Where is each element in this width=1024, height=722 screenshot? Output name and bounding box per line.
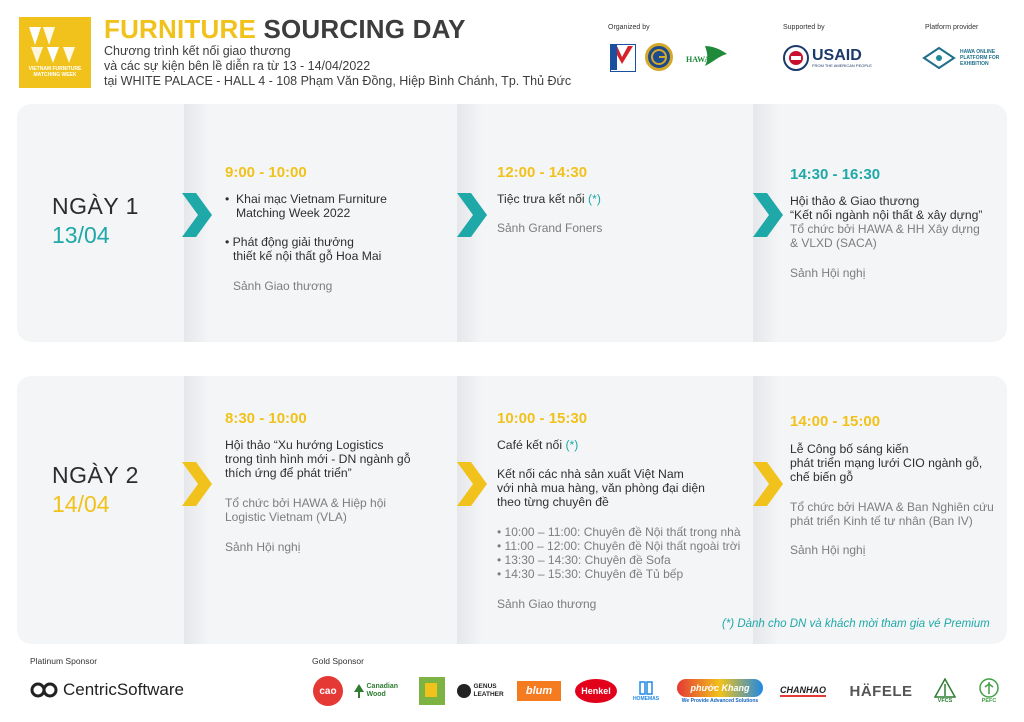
sponsor-hafele-text: HÄFELE: [849, 682, 913, 700]
platform-provider-label: Platform provider: [925, 24, 979, 31]
platform-text: HAWA ONLINE PLATFORM FOR EXHIBITION: [960, 49, 1000, 67]
sponsor-phuoc-khang-sub: We Provide Advanced Solutions: [681, 697, 759, 704]
day1-date: 13/04: [52, 222, 110, 248]
sponsor-chanhao-text: CHANHAO: [780, 685, 826, 695]
day2-event1-time: 8:30 - 10:00: [225, 410, 307, 427]
day1-event1-bullet1-line2: Matching Week 2022: [236, 206, 351, 220]
day1-event1-venue: Sảnh Giao thương: [233, 279, 333, 293]
day1-event3-org1: Tổ chức bởi HAWA & HH Xây dựng: [790, 222, 980, 236]
day2-event2-desc2: với nhà mua hàng, văn phòng đại diện: [497, 481, 705, 495]
day2-event1-org2: Logistic Vietnam (VLA): [225, 510, 347, 524]
subtitle-3: tại WHITE PALACE - HALL 4 - 108 Phạm Văn Đồng, Hiệp Bình Chánh, Tp. Thủ Đức: [104, 74, 572, 88]
usaid-logo: [783, 44, 873, 72]
day2-label: NGÀY 2: [52, 462, 139, 488]
day2-event2-session2: • 11:00 – 12:00: Chuyên đề Nội thất ngoài trời: [497, 539, 741, 553]
day2-event1-org1: Tổ chức bởi HAWA & Hiệp hội: [225, 496, 387, 510]
sponsor-pefc: [972, 676, 1006, 706]
day1-event2-venue: Sảnh Grand Foners: [497, 221, 603, 235]
vietrade-logo: [610, 44, 636, 72]
centric-text: CentricSoftware: [63, 680, 184, 699]
day2-event3-title1: Lễ Công bố sáng kiến: [790, 442, 909, 456]
platinum-sponsor-label: Platinum Sponsor: [30, 656, 98, 666]
day1-event2-title: [497, 192, 601, 207]
centric-rings-icon: [30, 682, 60, 698]
day1-event3-venue: Sảnh Hội nghị: [790, 266, 866, 280]
chevron-right-icon: [753, 193, 783, 237]
platform-icon: [922, 46, 956, 70]
hawa-platform-logo: [922, 44, 1017, 72]
day1-event1-bullet1: • Khai mạc Vietnam Furniture: [225, 192, 387, 206]
usaid-seal-icon: [783, 45, 809, 71]
chevron-right-icon: [457, 193, 487, 237]
day2-event3-title3: chế biến gỗ: [790, 470, 854, 484]
svg-text:HAWA: HAWA: [686, 55, 711, 64]
day1-event1-bullet2-line2: thiết kế nội thất gỗ Hoa Mai: [233, 249, 382, 263]
subtitle-1: Chương trình kết nối giao thương: [104, 44, 291, 58]
vfcs-tree-icon: [934, 678, 956, 698]
day1-event1-bullet2-line1: Phát động giải thưởng: [232, 235, 354, 249]
day2-event1-title2: trong tình hình mới - DN ngành gỗ: [225, 452, 411, 466]
organized-by-label: Organized by: [608, 24, 650, 31]
day1-event3-title1: Hội thảo & Giao thương: [790, 194, 920, 208]
day2-event1-venue: Sảnh Hội nghị: [225, 540, 301, 554]
day2-event3-org2: phát triển Kinh tế tư nhân (Ban IV): [790, 514, 973, 528]
day2-event3-venue: Sảnh Hội nghị: [790, 543, 866, 557]
house-icon: [638, 680, 654, 696]
day2-event3-title2: phát triển mạng lưới CIO ngành gỗ,: [790, 456, 983, 470]
page-title: [104, 14, 466, 45]
supported-by-label: Supported by: [783, 24, 825, 31]
sponsor-cao: [312, 676, 344, 706]
day2-event2-title: [497, 438, 578, 453]
day1-event3-time: 14:30 - 16:30: [790, 166, 881, 183]
sponsor-green-box-icon: [419, 677, 445, 705]
day1-label: NGÀY 1: [52, 193, 139, 219]
sponsor-blum-text: blum: [517, 681, 561, 701]
maple-icon: [354, 684, 364, 698]
premium-mark: (*): [588, 192, 601, 206]
sponsor-phuoc-khang: [676, 676, 764, 706]
premium-note: (*) Dành cho DN và khách mời tham gia vé Premium: [722, 618, 990, 630]
day1-col1: [184, 104, 449, 342]
day2-event3-org1: Tổ chức bởi HAWA & Ban Nghiên cứu: [790, 500, 994, 514]
day2-event2-session3: • 13:30 – 14:30: Chuyên đề Sofa: [497, 553, 671, 567]
chevron-right-icon: [457, 462, 487, 506]
chevron-right-icon: [182, 193, 212, 237]
hawa-logo: [683, 44, 729, 70]
sponsor-cao-text: cao: [313, 676, 343, 706]
day2-event2-title-text: Café kết nối: [497, 438, 563, 452]
day1-event3-org2: & VLXD (SACA): [790, 236, 877, 250]
sponsor-canadian-wood: [352, 676, 410, 706]
sponsor-henkel: [574, 676, 618, 706]
centric-software-logo: [30, 680, 184, 700]
hawa-leaf-icon: [683, 44, 729, 70]
event-logo: [19, 17, 91, 88]
day2-event2-desc1: Kết nối các nhà sản xuất Việt Nam: [497, 467, 684, 481]
day2-event1-title3: thích ứng để phát triển”: [225, 466, 352, 480]
globe-icon: [648, 46, 670, 68]
day2-event2-time: 10:00 - 15:30: [497, 410, 588, 427]
sponsor-homemas: [628, 676, 664, 706]
logo-text: VIETNAM FURNITURE MATCHING WEEK: [28, 66, 82, 78]
sponsor-vfcs-text: VFCS: [937, 698, 953, 704]
sponsor-henkel-text: Henkel: [575, 679, 617, 703]
sponsor-blum: [516, 676, 562, 706]
sponsor-genus: [456, 676, 508, 706]
day2-event2-session4: • 14:30 – 15:30: Chuyên đề Tủ bếp: [497, 567, 684, 581]
day1-event2-title-text: Tiệc trưa kết nối: [497, 192, 585, 206]
sponsor-homemas-text: HOMEMAS: [632, 696, 660, 702]
premium-mark: (*): [565, 438, 579, 452]
pefc-tree-icon: [979, 678, 999, 698]
chevron-right-icon: [182, 462, 212, 506]
day2-date: 14/04: [52, 491, 110, 517]
day1-event2-time: 12:00 - 14:30: [497, 164, 588, 181]
sponsor-hafele: [844, 676, 918, 706]
vmfw-logo-icon: [27, 25, 83, 65]
day1-event1-bullet1-line1: Khai mạc Vietnam Furniture: [236, 192, 387, 206]
genus-icon: [457, 684, 471, 698]
day1-event1-bullet2: • Phát động giải thưởng: [225, 235, 354, 249]
subtitle-2: và các sự kiện bên lề diễn ra từ 13 - 14/04/2022: [104, 59, 371, 73]
sponsor-vfcs: [928, 676, 962, 706]
usaid-subtext: FROM THE AMERICAN PEOPLE: [812, 63, 872, 68]
day1-event3-title2: “Kết nối ngành nội thất & xây dựng”: [790, 208, 983, 222]
sponsor-chanhao: [774, 676, 832, 706]
sponsor-canadian-wood-text: Canadian Wood: [366, 683, 399, 698]
title-part-2: SOURCING DAY: [263, 14, 466, 44]
day1-event1-time: 9:00 - 10:00: [225, 164, 307, 181]
sponsor-genus-text: GENUS LEATHER: [473, 683, 504, 698]
association-logo: [645, 43, 673, 71]
sponsor-phuoc-khang-text: phước Khang: [677, 679, 763, 697]
chevron-right-icon: [753, 462, 783, 506]
day2-event1-title1: Hội thảo “Xu hướng Logistics: [225, 438, 384, 452]
title-part-1: FURNITURE: [104, 14, 257, 44]
day2-event2-session1: • 10:00 – 11:00: Chuyên đề Nội thất trong nhà: [497, 525, 741, 539]
day2-event2-desc3: theo từng chuyên đề: [497, 495, 609, 509]
gold-sponsor-label: Gold Sponsor: [312, 656, 364, 666]
sponsor-pefc-text: PEFC: [981, 698, 997, 704]
sponsor-green-box: [418, 676, 446, 706]
day2-event2-venue: Sảnh Giao thương: [497, 597, 597, 611]
usaid-text: USAID: [812, 47, 862, 64]
day2-event3-time: 14:00 - 15:00: [790, 413, 881, 430]
